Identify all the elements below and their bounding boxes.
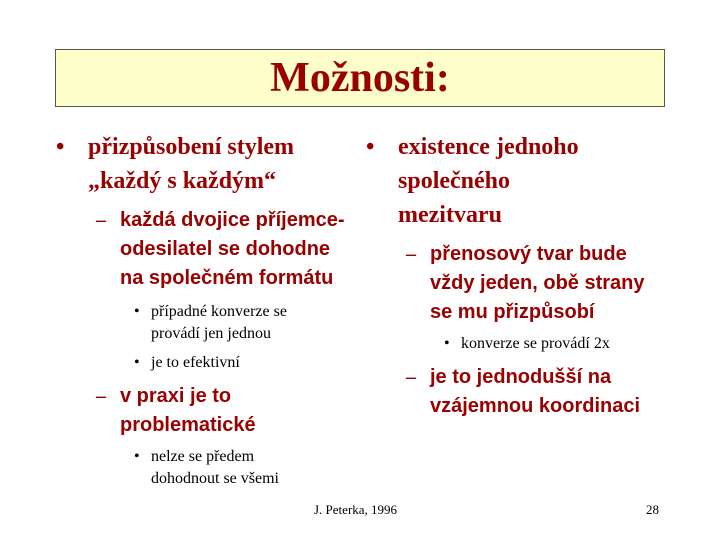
page-title: Možnosti: <box>270 55 450 101</box>
sub-sub-item-text: případné konverze se provádí jen jednou <box>151 303 287 342</box>
sub-item <box>96 206 350 293</box>
title-box <box>55 49 665 107</box>
bullet-dot: • <box>134 354 140 371</box>
sub-item <box>406 240 650 327</box>
bullet-dot: • <box>444 335 450 352</box>
sub-sub-item-text: nelze se předem dohodnout se všemi <box>151 448 279 487</box>
dash-bullet: – <box>96 385 106 407</box>
sub-item-text: v praxi je to problematické <box>120 385 256 436</box>
sub-sub-item <box>134 301 331 345</box>
bullet-dot: • <box>134 303 140 320</box>
bullet-dot: • <box>56 134 65 160</box>
sub-sub-item <box>444 333 666 355</box>
left-column <box>56 130 356 490</box>
sub-sub-item-text: konverze se provádí 2x <box>461 335 610 352</box>
bullet-text: přizpůsobení stylem „každý s každým“ <box>88 134 295 194</box>
dash-bullet: – <box>406 243 416 265</box>
bullet-dot: • <box>134 448 140 465</box>
dash-bullet: – <box>96 209 106 231</box>
sub-sub-item-text: je to efektivní <box>151 354 240 371</box>
sub-item <box>96 382 310 440</box>
page-number: 28 <box>646 502 659 517</box>
sub-item-text: každá dvojice příjemce-odesilatel se dohodne na společném formátu <box>120 209 345 289</box>
dash-bullet: – <box>406 366 416 388</box>
bullet-item <box>56 130 356 198</box>
sub-sub-item <box>134 446 321 490</box>
sub-sub-item <box>134 352 356 374</box>
bullet-dot: • <box>366 134 375 160</box>
right-column <box>366 130 666 421</box>
sub-item-text: přenosový tvar bude vždy jeden, obě strany se mu přizpůsobí <box>430 243 645 323</box>
bullet-item <box>366 130 666 232</box>
sub-item-text: je to jednodušší na vzájemnou koordinaci <box>430 366 641 417</box>
bullet-text: existence jednoho společného mezitvaru <box>398 134 579 228</box>
footer-author: J. Peterka, 1996 <box>314 502 398 517</box>
sub-item <box>406 363 650 421</box>
